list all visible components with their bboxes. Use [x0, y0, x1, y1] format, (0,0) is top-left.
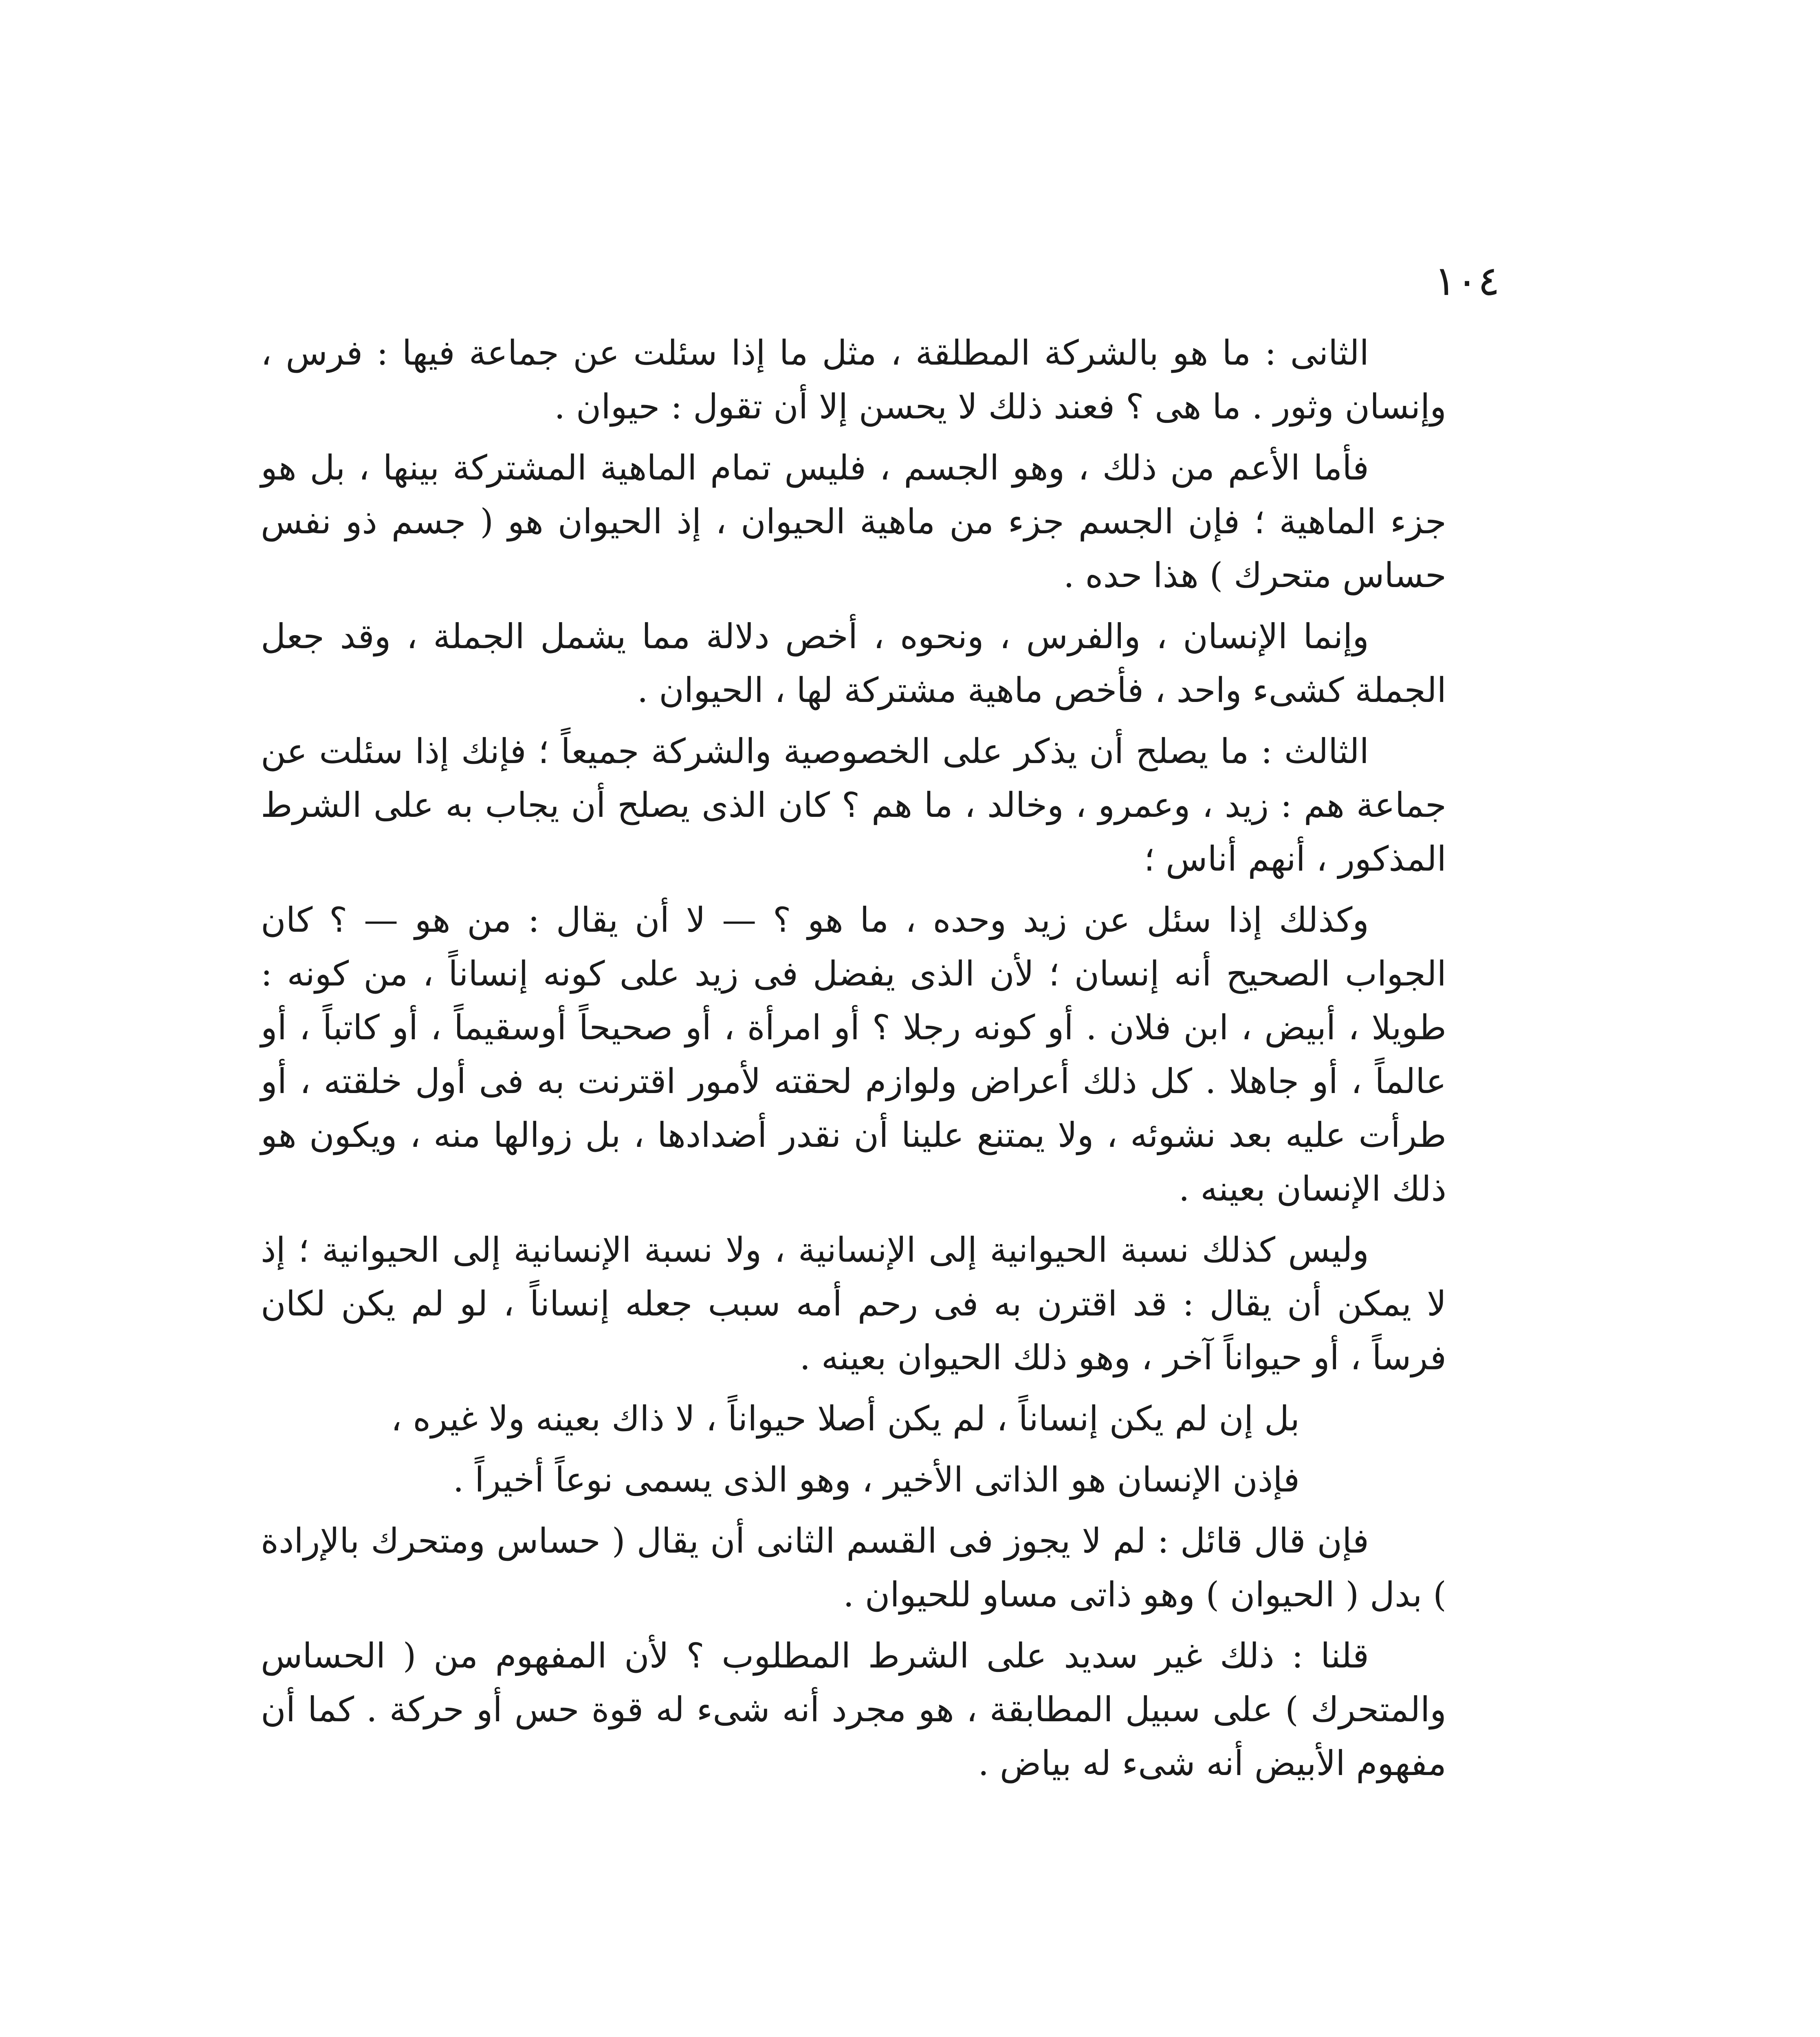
paragraph: قلنا : ذلك غير سديد على الشرط المطلوب ؟ لأن المفهوم من ( الحساس والمتحرك ) على سبيل المطابقة ، هو مجرد أنه شىء له قوة حس أو حركة . كما أن مفهوم الأبيض أنه شىء له بياض .	[261, 1636, 1446, 1783]
page-number: ١٠٤	[1434, 257, 1500, 305]
paragraph: فإذن الإنسان هو الذاتى الأخير ، وهو الذى يسمى نوعاً أخيراً .	[453, 1460, 1300, 1500]
paragraph: الثالث : ما يصلح أن يذكر على الخصوصية والشركة جميعاً ؛ فإنك إذا سئلت عن جماعة هم : زيد ، وعمرو ، وخالد ، ما هم ؟ كان الذى يصلح أن يجاب به على الشرط المذكور ، أنهم أناس ؛	[261, 731, 1446, 879]
paragraph: فإن قال قائل : لم لا يجوز فى القسم الثانى أن يقال ( حساس ومتحرك بالإرادة ) بدل ( الحيوان ) وهو ذاتى مساو للحيوان .	[261, 1521, 1446, 1615]
paragraph: بل إن لم يكن إنساناً ، لم يكن أصلا حيواناً ، لا ذاك بعينه ولا غيره ،	[391, 1399, 1300, 1439]
paragraph: الثانى : ما هو بالشركة المطلقة ، مثل ما إذا سئلت عن جماعة فيها : فرس ، وإنسان وثور . ما هى ؟ فعند ذلك لا يحسن إلا أن تقول : حيوان .	[261, 333, 1446, 427]
paragraph: وإنما الإنسان ، والفرس ، ونحوه ، أخص دلالة مما يشمل الجملة ، وقد جعل الجملة كشىء واحد ، فأخص ماهية مشتركة لها ، الحيوان .	[261, 616, 1446, 710]
paragraph: فأما الأعم من ذلك ، وهو الجسم ، فليس تمام الماهية المشتركة بينها ، بل هو جزء الماهية ؛ فإن الجسم جزء من ماهية الحيوان ، إذ الحيوان هو ( جسم ذو نفس حساس متحرك ) هذا حده .	[261, 448, 1446, 595]
paragraph: وكذلك إذا سئل عن زيد وحده ، ما هو ؟ — لا أن يقال : من هو — ؟ كان الجواب الصحيح أنه إنسان ؛ لأن الذى يفضل فى زيد على كونه إنساناً ، من كونه : طويلا ، أبيض ، ابن فلان . أو كونه رجلا ؟ أو امرأة ، أو صحيحاً أوسقيماً ، أو كاتباً ، أو عالماً ، أو جاهلا . كل ذلك أعراض ولوازم لحقته لأمور اقترنت به فى أول خلقته ، أو طرأت عليه بعد نشوئه ، ولا يمتنع علينا أن نقدر أضدادها ، بل زوالها منه ، ويكون هو ذلك الإنسان بعينه .	[261, 900, 1446, 1209]
body-text	[261, 326, 1446, 1797]
paragraph: وليس كذلك نسبة الحيوانية إلى الإنسانية ، ولا نسبة الإنسانية إلى الحيوانية ؛ إذ لا يمكن أن يقال : قد اقترن به فى رحم أمه سبب جعله إنساناً ، لو لم يكن لكان فرساً ، أو حيواناً آخر ، وهو ذلك الحيوان بعينه .	[261, 1230, 1446, 1377]
